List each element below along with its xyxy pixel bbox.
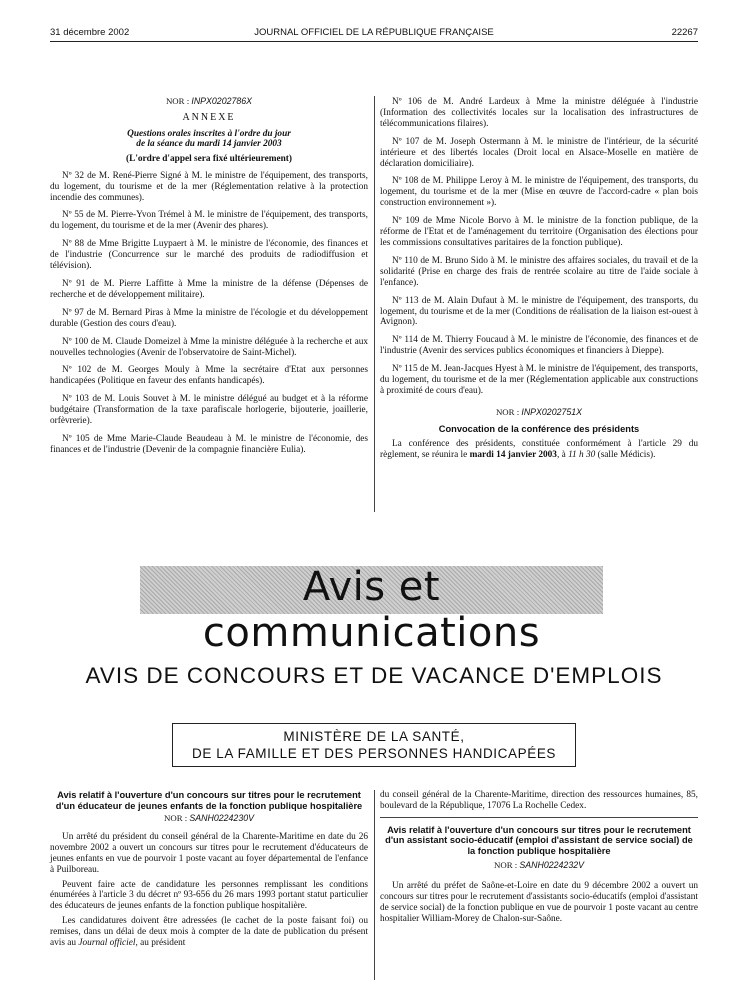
nor-label: NOR :	[165, 96, 190, 106]
convocation-title: Convocation de la conférence des présidents	[438, 423, 640, 434]
question-item: Nº 91 de M. Pierre Laffitte à Mme la ministre de la défense (Dépenses de recherche et de développement militaire).	[50, 278, 368, 300]
notice-1	[50, 790, 368, 953]
nor-reference	[380, 860, 698, 871]
notice-separator	[380, 817, 698, 818]
nor-label: NOR :	[164, 813, 188, 823]
notice-2-title: Avis relatif à l'ouverture d'un concours sur titres pour le recrutement d'un assistant socio-éducatif (emploi d'assistant de service social) de la fonction publique hospitalière	[385, 824, 693, 856]
header-date: 31 décembre 2002	[50, 27, 130, 38]
ministry-box	[172, 723, 576, 767]
ministry-line-2: DE LA FAMILLE ET DES PERSONNES HANDICAPÉES	[191, 746, 557, 761]
convocation-text	[380, 439, 698, 461]
question-item: Nº 102 de M. Georges Mouly à Mme la secrétaire d'Etat aux personnes handicapées (Politique en faveur des enfants handicapés).	[50, 365, 368, 387]
notice-1-p3a: Les candidatures doivent être adressées (le cachet de la poste faisant foi) ou remises, dans un délai de deux mois à compter de la date de publication du présent avis au	[50, 916, 368, 949]
nor-code: SANH0224232V	[519, 860, 584, 871]
banner-title: Avis et communications	[202, 564, 541, 656]
notice-1-continuation: du conseil général de la Charente-Maritime, direction des ressources humaines, 85, boulevard de la République, 17076 La Rochelle Cedex.	[380, 790, 698, 811]
nor-reference	[50, 813, 368, 824]
nor-code: INPX0202751X	[521, 406, 583, 417]
question-item: Nº 107 de M. Joseph Ostermann à M. le ministre de l'intérieur, de la sécurité intérieure et des libertés locales (Droit local en Alsace-Moselle en matière de déclaration domiciliaire).	[380, 136, 698, 169]
convocation-text-a: La conférence des présidents, constituée conformément à l'article 29 du règlement, se réunira le	[380, 438, 698, 460]
question-item: Nº 88 de Mme Brigitte Luypaert à M. le ministre de l'économie, des finances et de l'industrie (Concurrence sur le marché des produits de radiodiffusion et télévision).	[50, 239, 368, 272]
convocation-date: mardi 14 janvier 2003	[469, 449, 557, 460]
notice-1-paragraph: Peuvent faire acte de candidature les personnes remplissant les conditions énumérées à l'article 3 du décret nº 93-656 du 26 mars 1993 portant statut particulier des éducateurs de jeunes enfants de la fonction publique hospitalière.	[50, 879, 368, 912]
convocation-text-c: (salle Médicis).	[597, 449, 656, 460]
question-item: Nº 103 de M. Louis Souvet à M. le ministre délégué au budget et à la réforme budgétaire (Transformation de la taxe parafiscale horlogerie, bijouterie, joaillerie, orfèvrerie).	[50, 394, 368, 427]
question-item: Nº 108 de M. Philippe Leroy à M. le ministre de l'équipement, des transports, du logement, du tourisme et de la mer (Mise en œuvre de l'accord-cadre « plan bois construction environnement »).	[380, 176, 698, 209]
question-item: Nº 105 de Mme Marie-Claude Beaudeau à M. le ministre de l'économie, des finances et de l'industrie (Devenir de la compagnie financière Eulia).	[50, 433, 368, 455]
question-item: Nº 110 de M. Bruno Sido à M. le ministre des affaires sociales, du travail et de la solidarité (Prise en charge des frais de rentrée scolaire au titre de l'aide sociale à l'enfance).	[380, 255, 698, 288]
question-item: Nº 109 de Mme Nicole Borvo à M. le ministre de la fonction publique, de la réforme de l'Etat et de l'aménagement du territoire (Organisation des élections pour les commissions consultatives paritaires de la fonction publique).	[380, 216, 698, 248]
ministry-line-1: MINISTÈRE DE LA SANTÉ,	[283, 729, 465, 744]
nor-label: NOR :	[494, 860, 518, 871]
ordre-appel-note: (L'ordre d'appel sera fixé ultérieurement)	[126, 153, 292, 164]
questions-line-1: Questions orales inscrites à l'ordre du jour	[127, 128, 291, 139]
questions-heading	[50, 129, 368, 150]
notice-1-paragraph: Un arrêté du président du conseil général de la Charente-Maritime en date du 26 novembre 2002 a ouvert un concours sur titres pour le recrutement d'éducateurs de jeunes enfants en vue de pourvoir 1 poste vacant au foyer départemental de l'enfance à Puilboreau.	[50, 831, 368, 875]
nor-reference	[380, 407, 698, 418]
nor-code: SANH0224230V	[189, 813, 254, 823]
annexe-heading: ANNEXE	[182, 111, 236, 123]
right-column	[380, 97, 698, 467]
question-item: Nº 55 de M. Pierre-Yvon Trémel à M. le ministre de l'équipement, des transports, du logement, du tourisme et de la mer (Avenir des phares).	[50, 210, 368, 232]
column-divider	[374, 790, 375, 980]
notice-1-title: Avis relatif à l'ouverture d'un concours sur titres pour le recrutement d'un éducateur de jeunes enfants de la fonction publique hospitalière	[55, 790, 363, 811]
notice-1-p3b: au président	[140, 938, 186, 949]
column-divider	[374, 96, 375, 512]
question-item: Nº 32 de M. René-Pierre Signé à M. le ministre de l'équipement, des transports, du logement, du tourisme et de la mer (Réglementation relative à la protection incendie des communes).	[50, 170, 368, 203]
question-item: Nº 100 de M. Claude Domeizel à Mme la ministre déléguée à la recherche et aux nouvelles technologies (Avenir de l'observatoire de Saint-Michel).	[50, 336, 368, 358]
journal-officiel-ref: Journal officiel,	[78, 938, 138, 949]
header-journal-title: JOURNAL OFFICIEL DE LA RÉPUBLIQUE FRANÇAISE	[254, 27, 494, 38]
question-item: Nº 106 de M. André Lardeux à Mme la ministre déléguée à l'industrie (Information des collectivités locales sur la localisation des infrastructures de télécommunications filaires).	[380, 97, 698, 129]
notice-1-paragraph	[50, 916, 368, 949]
header-rule	[50, 41, 698, 42]
nor-code: INPX0202786X	[191, 96, 253, 106]
question-item: Nº 114 de M. Thierry Foucaud à M. le ministre de l'économie, des finances et de l'industrie (Avenir des services publics économiques et financiers à Dieppe).	[380, 335, 698, 357]
questions-line-2: de la séance du mardi 14 janvier 2003	[136, 139, 282, 150]
notice-2-paragraph: Un arrêté du préfet de Saône-et-Loire en date du 9 décembre 2002 a ouvert un concours sur titres pour le recrutement d'assistants socio-éducatifs (emploi d'assistant de service social) de la fonction publique en vue de pourvoir 1 poste vacant au centre hospitalier William-Morey de Chalon-sur-Saône.	[380, 881, 698, 924]
header-page-number: 22267	[671, 27, 698, 38]
left-column	[50, 96, 368, 463]
nor-label: NOR :	[495, 406, 520, 417]
question-item: Nº 115 de M. Jean-Jacques Hyest à M. le ministre de l'équipement, des transports, du logement, du tourisme et de la mer (Réglementation applicable aux constructions à proximité de cours d'eau).	[380, 364, 698, 396]
convocation-time: 11 h 30	[568, 449, 596, 460]
section-title: AVIS DE CONCOURS ET DE VACANCE D'EMPLOIS	[85, 663, 663, 688]
page-header	[50, 27, 698, 39]
question-item: Nº 97 de M. Bernard Piras à Mme la ministre de l'écologie et du développement durable (Gestion des cours d'eau).	[50, 307, 368, 329]
nor-reference	[50, 96, 368, 107]
notice-2-column	[380, 790, 698, 929]
question-item: Nº 113 de M. Alain Dufaut à M. le ministre de l'équipement, des transports, du logement, du tourisme et de la mer (Conditions de réalisation de la liaison est-ouest à Avignon).	[380, 295, 698, 328]
convocation-text-b: , à	[556, 449, 566, 460]
section-banner	[140, 564, 603, 656]
